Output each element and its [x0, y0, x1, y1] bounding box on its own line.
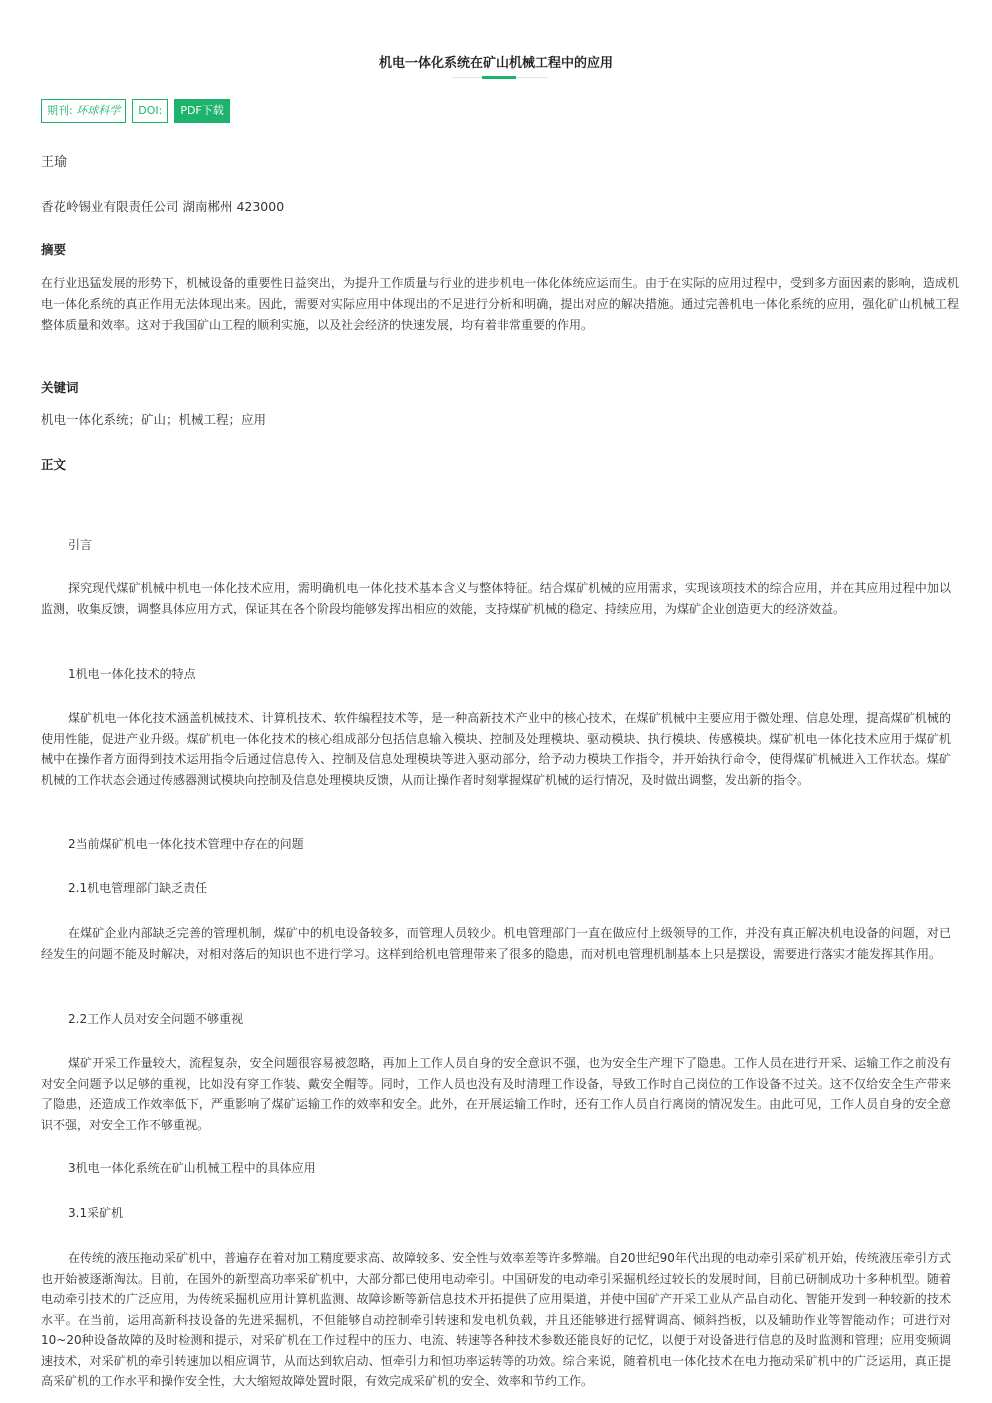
journal-name: 环球科学: [76, 104, 121, 117]
journal-tag[interactable]: [41, 99, 126, 123]
section-3-heading: 3机电一体化系统在矿山机械工程中的具体应用: [68, 1161, 316, 1175]
section-2-2-heading: 2.2工作人员对安全问题不够重视: [68, 1012, 244, 1026]
body-heading: 正文: [41, 457, 67, 472]
section-1-paragraph: 煤矿机电一体化技术涵盖机械技术、计算机技术、软件编程技术等，是一种高新技术产业中的核心技术，在煤矿机械中主要应用于微处理、信息处理，提高煤矿机械的使用性能，促进产业升级。煤矿机电一体化技术的核心组成部分包括信息输入模块、控制及处理模块、驱动模块、执行模块、传感模块。煤矿机电一体化技术应用于煤矿机械中在操作者方面得到技术运用指令后通过信息传入、控制及信息处理模块等进入驱动部分，给予动力模块工作指令，并开始执行命令，使得煤矿机械进入工作状态。煤矿机械的工作状态会通过传感器测试模块向控制及信息处理模块反馈，从而让操作者时刻掌握煤矿机械的运行情况，及时做出调整，发出新的指令。: [41, 711, 951, 787]
pdf-download-button[interactable]: PDF下载: [174, 99, 229, 123]
intro-paragraph: 探究现代煤矿机械中机电一体化技术应用，需明确机电一体化技术基本含义与整体特征。结合煤矿机械的应用需求，实现该项技术的综合应用，并在其应用过程中加以监测，收集反馈，调整具体应用方式，保证其在各个阶段均能够发挥出相应的效能，支持煤矿机械的稳定、持续应用，为煤矿企业创造更大的经济效益。: [41, 581, 951, 616]
keywords-heading: 关键词: [41, 380, 79, 395]
section-3-1-paragraph: 在传统的液压拖动采矿机中，普遍存在着对加工精度要求高、故障较多、安全性与效率差等许多弊端。自20世纪90年代出现的电动牵引采矿机开始，传统液压牵引方式也开始被逐渐淘汰。目前，在国外的新型高功率采矿机中，大部分都已使用电动牵引。中国研发的电动牵引采掘机经过较长的发展时间，目前已研制成功十多种机型。随着电动牵引技术的广泛应用，为传统采掘机应用计算机监测、故障诊断等新信息技术开拓提供了应用渠道，并使中国矿产开采工业从产品自动化、智能开发到一种较新的技术水平。在当前，运用高新科技设备的先进采掘机，不但能够自动控制牵引转速和发电机负载，并且还能够进行摇臂调高、倾斜挡板，以及辅助作业等智能动作；可进行对10~20种设备故障的及时检测和提示，对采矿机在工作过程中的压力、电流、转速等各种技术参数还能良好的记忆，以便于对设备进行信息的及时监测和管理；应用变频调速技术，对采矿机的牵引转速加以相应调节，从而达到软启动、恒牵引力和恒功率运转等的功效。综合来说，随着机电一体化技术在电力拖动采矿机中的广泛运用，真正提高采矿机的工作水平和操作安全性，大大缩短故障处置时限，有效完成采矿机的安全、效率和节约工作。: [41, 1251, 951, 1388]
keywords-text: 机电一体化系统；矿山；机械工程；应用: [41, 412, 267, 427]
journal-prefix: 期刊:: [47, 104, 73, 117]
abstract-text: 在行业迅猛发展的形势下，机械设备的重要性日益突出，为提升工作质量与行业的进步机电一体化体统应运而生。由于在实际的应用过程中，受到多方面因素的影响，造成机电一体化系统的真正作用无法体现出来。因此，需要对实际应用中体现出的不足进行分析和明确，提出对应的解决措施。通过完善机电一体化系统的应用，强化矿山机械工程整体质量和效率。这对于我国矿山工程的顺利实施，以及社会经济的快速发展，均有着非常重要的作用。: [41, 276, 959, 332]
section-2-1-paragraph: 在煤矿企业内部缺乏完善的管理机制，煤矿中的机电设备较多，而管理人员较少。机电管理部门一直在做应付上级领导的工作，并没有真正解决机电设备的问题，对已经发生的问题不能及时解决，对相对落后的知识也不进行学习。这样到给机电管理带来了很多的隐患，而对机电管理机制基本上只是摆设，需要进行落实才能发挥其作用。: [41, 926, 951, 961]
section-1-heading: 1机电一体化技术的特点: [68, 667, 196, 681]
section-3-1-heading: 3.1采矿机: [68, 1206, 124, 1220]
section-2-1-heading: 2.1机电管理部门缺乏责任: [68, 881, 208, 895]
section-2-heading: 2当前煤矿机电一体化技术管理中存在的问题: [68, 837, 304, 851]
author-affiliation: 香花岭锡业有限责任公司 湖南郴州 423000: [41, 199, 285, 214]
section-2-2-paragraph: 煤矿开采工作量较大，流程复杂，安全问题很容易被忽略，再加上工作人员自身的安全意识不强，也为安全生产埋下了隐患。工作人员在进行开采、运输工作之前没有对安全问题予以足够的重视，比如没有穿工作装、戴安全帽等。同时，工作人员也没有及时清理工作设备，导致工作时自己岗位的工作设备不过关。这不仅给安全生产带来了隐患，还造成工作效率低下，严重影响了煤矿运输工作的效率和安全。此外，在开展运输工作时，还有工作人员自行离岗的情况发生。由此可见，工作人员自身的安全意识不强，对安全工作不够重视。: [41, 1056, 951, 1132]
author-name: 王瑜: [41, 155, 68, 170]
article-tags: [41, 99, 230, 123]
doi-tag[interactable]: DOI:: [132, 99, 168, 123]
title-divider-accent: [482, 76, 516, 79]
abstract-heading: 摘要: [41, 242, 67, 257]
article-title: 机电一体化系统在矿山机械工程中的应用: [378, 56, 613, 71]
intro-heading: 引言: [68, 538, 93, 552]
